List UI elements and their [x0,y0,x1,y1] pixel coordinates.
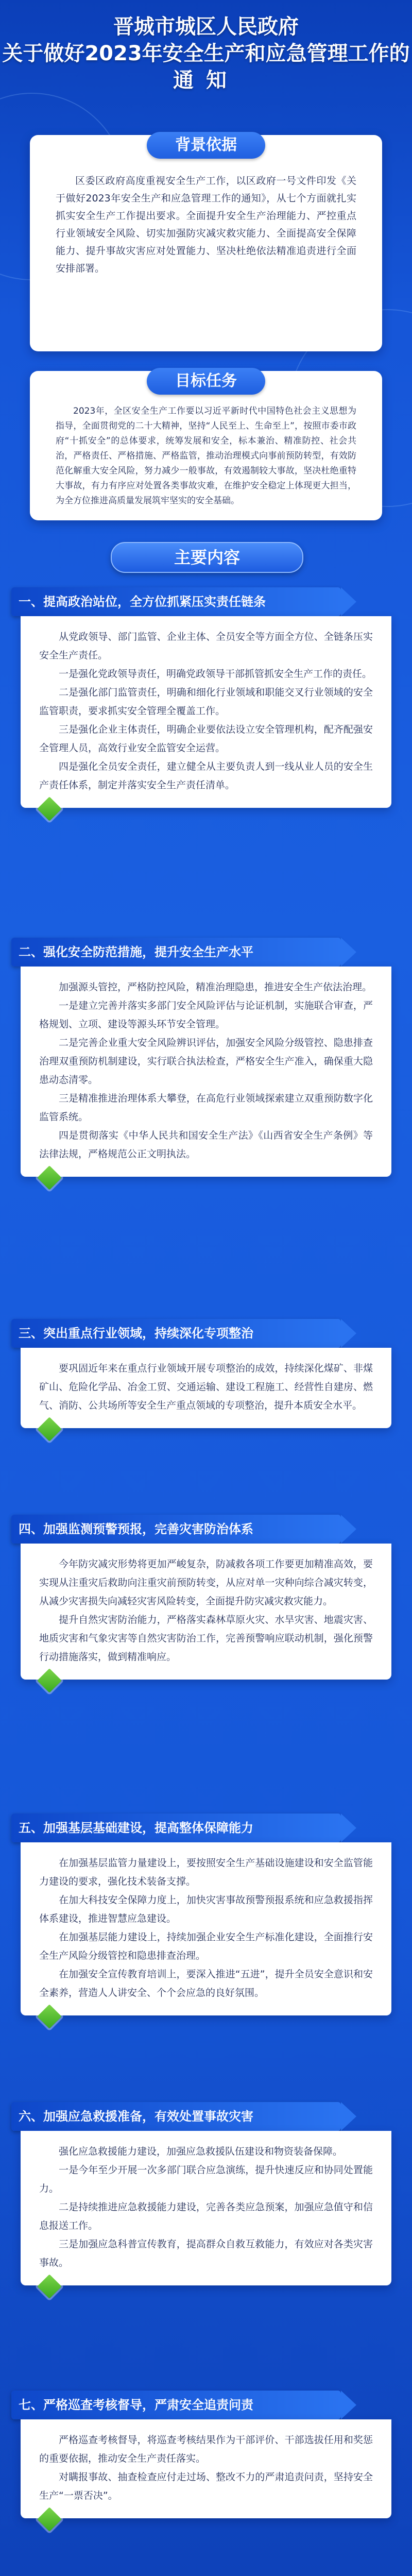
section-paragraph: 在加强基层监管力量建设上，要按照安全生产基础设施建设和安全监管能力建设的要求，强化技术装备支撑。 [39,1857,373,1887]
section-paragraph: 三是加强应急科普宣传教育，提高群众自救互救能力，有效应对各类灾害事故。 [39,2239,373,2268]
section-deco-icon [37,2507,62,2532]
section-body [21,967,391,1177]
background-card [30,135,382,351]
section-body [21,616,391,808]
section-paragraph: 今年防灾减灾形势将更加严峻复杂，防减救各项工作要更加精准高效，要实现从注重灾后救助向注重灾前预防转变，从应对单一灾种向综合减灾转变，从减少灾害损失向减轻灾害风险转变，全面提升防灾减灾救灾能力。 [39,1558,373,1607]
section-deco-icon [37,2004,62,2029]
section-paragraph: 要巩固近年来在重点行业领域开展专项整治的成效，持续深化煤矿、非煤矿山、危险化学品、冶金工贸、交通运输、建设工程施工、经营性自建房、燃气、消防、公共场所等安全生产重点领域的专项整治，提升本质安全水平。 [39,1363,373,1411]
section-3 [11,1319,401,1428]
section-paragraph: 四是贯彻落实《中华人民共和国安全生产法》《山西省安全生产条例》等法律法规，严格规范公正文明执法。 [39,1130,373,1160]
section-paragraph: 一是建立完善并落实多部门安全风险评估与论证机制，实施联合审查，严格规划、立项、建设等源头环节安全管理。 [39,1000,373,1030]
section-body [21,2131,391,2285]
goal-card-text: 2023年，全区安全生产工作要以习近平新时代中国特色社会主义思想为指导，全面贯彻党的二十大精神，坚持“人民至上、生命至上”，按照市委市政府“十抓安全”的总体要求，统筹发展和安全，标本兼治、精准防控、社会共治，严格责任、严格措施、严格监管，推动治理模式向事前预防转型，有效防范化解重大安全风险，努力减少一般事故，有效遏制较大事故，坚决杜绝重特大事故，有力有序应对处置各类事故灾难，在维护安全稳定上体现更大担当，为全方位推进高质量发展筑牢坚实的安全基础。 [56,406,356,506]
background-card-title: 背景依据 [147,132,265,159]
section-body [21,1842,391,2015]
section-body [21,2419,391,2518]
section-title: 二、强化安全防范措施，提升安全生产水平 [11,938,341,967]
section-7 [11,2391,401,2518]
background-card-text: 区委区政府高度重视安全生产工作，以区政府一号文件印发《关于做好2023年安全生产和应急管理工作的通知》，从七个方面就扎实抓实安全生产工作提出要求。全面提升安全生产治理能力、严控重点行业领域安全风险、切实加强防灾减灾救灾能力、全面提高安全保障能力、提升事故灾害应对处置能力、坚决杜绝依法精准追责进行全面安排部署。 [56,175,356,274]
goal-card [30,371,382,520]
section-paragraph: 在加强基层能力建设上，持续加强企业安全生产标准化建设，全面推行安全生产风险分级管控和隐患排查治理。 [39,1931,373,1961]
section-5 [11,1814,401,2015]
section-title: 五、加强基层基础建设，提高整体保障能力 [11,1814,341,1842]
section-title: 一、提高政治站位，全方位抓紧压实责任链条 [11,587,341,616]
section-paragraph: 对瞒报事故、抽查检查应付走过场、整改不力的严肃追责问责，坚持安全生产“一票否决”。 [39,2471,373,2501]
section-paragraph: 提升自然灾害防治能力，严格落实森林草原火灾、水旱灾害、地震灾害、地质灾害和气象灾害等自然灾害防治工作，完善预警响应联动机制，强化预警行动措施落实，做到精准响应。 [39,1614,373,1663]
section-paragraph: 在加大科技安全保障力度上，加快灾害事故预警预报系统和应急救援指挥体系建设，推进智慧应急建设。 [39,1894,373,1924]
section-deco-icon [37,2274,62,2299]
section-1 [11,587,401,808]
section-paragraph: 强化应急救援能力建设，加强应急救援队伍建设和物资装备保障。 [59,2146,343,2157]
goal-card-title: 目标任务 [147,368,265,395]
section-body [21,1544,391,1680]
section-paragraph: 一是强化党政领导责任，明确党政领导干部抓管抓安全生产工作的责任。 [59,668,372,680]
title-line-2: 关于做好2023年安全生产和应急管理工作的 [2,42,410,65]
section-deco-icon [37,1417,62,1442]
main-content-banner: 主要内容 [111,542,303,573]
section-paragraph: 在加强安全宣传教育培训上，要深入推进“五进”，提升全员安全意识和安全素养，营造人人讲安全、个个会应急的良好氛围。 [39,1969,373,1998]
section-paragraph: 二是强化部门监管责任，明确和细化行业领域和职能交叉行业领域的安全监管职责，要求抓实安全管理全覆盖工作。 [39,687,373,717]
section-4 [11,1515,401,1680]
section-title: 六、加强应急救援准备，有效处置事故灾害 [11,2102,341,2131]
title-line-3: 通知 [173,69,239,92]
section-title: 四、加强监测预警预报，完善灾害防治体系 [11,1515,341,1544]
section-paragraph: 加强源头管控，严格防控风险，精准治理隐患，推进安全生产依法治理。 [59,981,372,993]
section-2 [11,938,401,1177]
section-title: 七、严格巡查考核督导，严肃安全追责问责 [11,2391,341,2419]
section-paragraph: 二是完善企业重大安全风险辨识评估，加强安全风险分级管控、隐患排查治理双重预防机制建设，实行联合执法检查，严格安全生产准入，确保重大隐患动态清零。 [39,1037,373,1086]
section-6 [11,2102,401,2285]
section-paragraph: 四是强化全员安全责任，建立健全从主要负责人到一线从业人员的安全生产责任体系，制定并落实安全生产责任清单。 [39,761,373,791]
section-deco-icon [37,1668,62,1693]
section-deco-icon [37,1165,62,1190]
section-paragraph: 三是强化企业主体责任，明确企业要依法设立安全管理机构，配齐配强安全管理人员，高效行业安全监管安全运营。 [39,724,373,754]
page-header [0,0,412,126]
section-paragraph: 严格巡查考核督导，将巡查考核结果作为干部评价、干部选拔任用和奖惩的重要依据，推动安全生产责任落实。 [39,2434,373,2464]
title-line-1: 晋城市城区人民政府 [113,15,299,39]
section-paragraph: 二是持续推进应急救援能力建设，完善各类应急预案，加强应急值守和信息报送工作。 [39,2201,373,2231]
section-paragraph: 从党政领导、部门监管、企业主体、全员安全等方面全方位、全链条压实安全生产责任。 [39,631,373,661]
section-deco-icon [37,796,62,821]
section-body [21,1348,391,1428]
section-title: 三、突出重点行业领域，持续深化专项整治 [11,1319,341,1348]
section-paragraph: 一是今年至少开展一次多部门联合应急演练，提升快速反应和协同处置能力。 [39,2164,373,2194]
section-paragraph: 三是精准推进治理体系大攀登，在高危行业领域探索建立双重预防数字化监管系统。 [39,1093,373,1123]
